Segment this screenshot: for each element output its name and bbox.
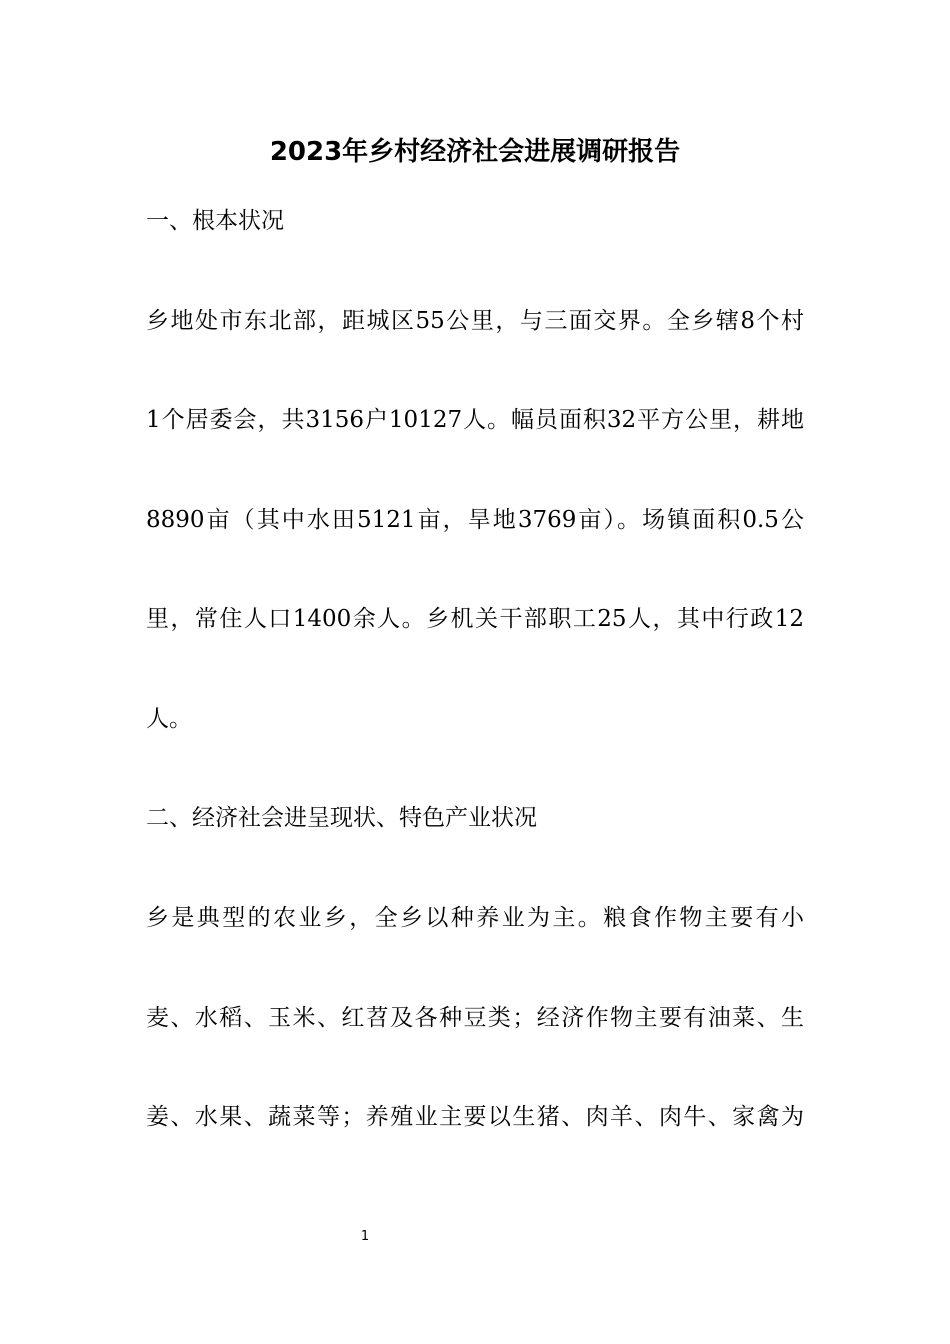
paragraph-line: 麦、水稻、玉米、红苕及各种豆类；经济作物主要有油菜、生 (146, 1005, 804, 1031)
paragraph-line: 1个居委会，共3156户10127人。幅员面积32平方公里，耕地 (146, 407, 804, 433)
section-heading-economy: 二、经济社会进呈现状、特色产业状况 (146, 805, 537, 831)
page-number: 1 (360, 1229, 370, 1244)
paragraph-line: 里，常住人口1400余人。乡机关干部职工25人，其中行政12 (146, 606, 804, 632)
paragraph-line: 8890亩（其中水田5121亩，旱地3769亩）。场镇面积0.5公 (146, 507, 804, 533)
section-heading-basic-situation: 一、根本状况 (146, 208, 284, 234)
paragraph-line: 乡是典型的农业乡，全乡以种养业为主。粮食作物主要有小 (146, 905, 804, 931)
document-title: 2023年乡村经济社会进展调研报告 (269, 137, 681, 167)
paragraph-line: 人。 (146, 706, 192, 732)
paragraph-line: 姜、水果、蔬菜等；养殖业主要以生猪、肉羊、肉牛、家禽为 (146, 1104, 804, 1130)
paragraph-line: 乡地处市东北部，距城区55公里，与三面交界。全乡辖8个村 (146, 308, 804, 334)
